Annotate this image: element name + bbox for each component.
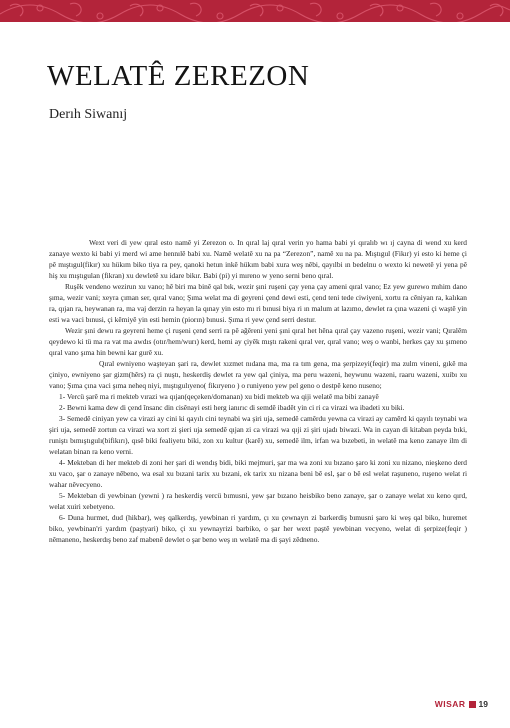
- article-author: Derıh Siwanıj: [49, 107, 128, 122]
- magazine-name: WISAR: [434, 699, 466, 709]
- list-item: 5- Mekteban di yewbinan (yewni ) ra heskerdiş vercü bımusni, yew şar bızano heisbiko beno zanaye, şar o zanaye welat xu keno qırd, welat xuiri xebetyeno.: [49, 491, 467, 511]
- list-item: 2- Bewni kama dew di çend însanc din cisênayi esti herg ianırıc di semdê ibadêt yin ci ri ca virazi wa ibadeti xu biki.: [59, 403, 405, 412]
- list-item: 3- Semedê ciniyan yew ca virazi ay cini ki qayılı cini teynabi wa şiri uja, semedê camêrdu yewna ca virazi ay camêrd ki qayılı teynabi wa şiri uja, semedê zortun ca virazi wa xort zi şieri uja semedê qıjan zi ca virazi wa qıji zi şiri ujadı biwazi. Wa in cayan di kitaban peyda bıki, runiştı bımıştıgulı(bifikırı), qısê biki fealiyetu biki, zon xu kultur (karê) xu, semedê ilm, irfan wa bızebeti, in welatê ma keno zanaye ilm di welatan binan ra keno verni.: [49, 414, 467, 456]
- article-title: WELATÊ ZEREZON: [47, 60, 310, 92]
- paragraph: Wext veri di yew qıral esto namê yi Zerezon o. In qıral laj qıral verin yo hama babi yi qıralıb wı ıj cayna di wend xu kerd zanaye wexto ki babi yi merd wi ame hennılê babi xu. Namê welatê xu na pa “Zerezon”, namê xu na pa. Mıştıgul (Fikır) yi esto ki heme çi pê mıştıgul(fikır) xu hükım biko tiya ra pey, qanoki hetun inkê hükım babi xura weş nêbi, qayılbi ın bedelnu o wexto ki newetê yi yena pê hiş xu mıştıgulan (fikran) xu dewletê xu idare bikır. Babi (pi) yi mıreno w yeno serni beno qıral.: [49, 238, 467, 280]
- article-body: [49, 237, 467, 545]
- page-footer: [435, 699, 488, 709]
- separator-square-icon: [469, 701, 476, 708]
- list-item: 4- Mekteban di her mekteb di zoni her şari di wendış bidi, biki mejmuri, şar ma wa zoni xu bızano şaro ki zoni xu nizano, nieşkeno derd xu vaco, şar o zanaye nêbeno, wa esal xu bızani tarix xu bızani, ek tarix xu nizana beni bê esl, şar o bê esl welat raşuneno, ruşeno welat ri wahar nêvecyeno.: [49, 458, 467, 489]
- list-item: 6- Duna hurmet, dud (hikbar), weş qalkerdış, yewbinan ri yardım, çı xu çewnayrı zi barkerdiş bımusni şaro ki weş qal biko, huremet biko, yewbinan'ri yardım (paştyari) biko, çi xu yewnayrizi barbiko, o şar her wext paştê yewbinan vecyeno, welat di şerpize(feqir ) nêmaneno, heskerdış beno zaf mabenê dewlet o şar beno weş ın welatê ma di şayi zêdneno.: [49, 513, 467, 544]
- list-item: 1- Vercü şarê ma ri mekteb vırazi wa qıjan(qeçeken/domanan) xu bidi mekteb wa qiji welatê ma bibi zanayê: [59, 392, 379, 401]
- paragraph: Wezir şıni dewu ra geyreni heme çi ruşeni çend serri ra pê ağêreni yeni şıni qıral het hêna qıral çay vazeno ruşeni, wezir vani; Qıralêm qeydewo ki tü ma ra vat ma awdıs (otır/hem/wurı) kerd, hemi ay çiyêk mıştı rakeni qıral ver, qıral vano; weş o wanbi, herkes çay xu şımeno qıral vano şıma hin bewni kar gurê xu.: [49, 326, 467, 357]
- paragraph: Ruşêk vendeno wezirun xu vano; hê biri ma binê qal bık, wezir şıni ruşeni çay yena çay ameni qıral vano; Ez yew gurewo mıhim dano şıma, wezir vani; xeyra çıman ser, qıral vano; Şıma welat ma di geyreni çend dewi esti, çend teni tede ciwiyeni, xortu ra cêniyan ra, kalıkan ra, qıjan ra, heywanan ra, ma vaj derzin ra heyan la qınay yin esto mı ri bınusi biya ri ın malum at lazımo, dewlet ra çına wazeni çi waştê yin esti wa vaci bınusi, çi kêmiyê yin esti hemin (piorın) bınusi. Şıma ri yew çend serri destur.: [49, 282, 467, 324]
- paragraph: Qıral ewniyeno waşteyan şari ra, dewlet xızmet nıdana ma, ma ra tım gena, ma şerpizeyi(feqir) ma zulm vineni, gıkê ma çiniyo, ewniyeno şar gizm(hêrs) ra çi nuştı, heskerdiş dewlet ra yew qal çiniya, ma peru wazeni, heywunu wazeni, raaru wazeni, xuibı xu vano; Şıma çına vaci şıma neheq niyi, mıştıgulıyeno( fikıryeno ) o runiyeno yew pel geno o destpê keno nuseno;: [49, 359, 467, 390]
- page-number: 19: [478, 699, 488, 709]
- floral-ornament-icon: [0, 0, 510, 22]
- ornamental-header-band: [0, 0, 510, 22]
